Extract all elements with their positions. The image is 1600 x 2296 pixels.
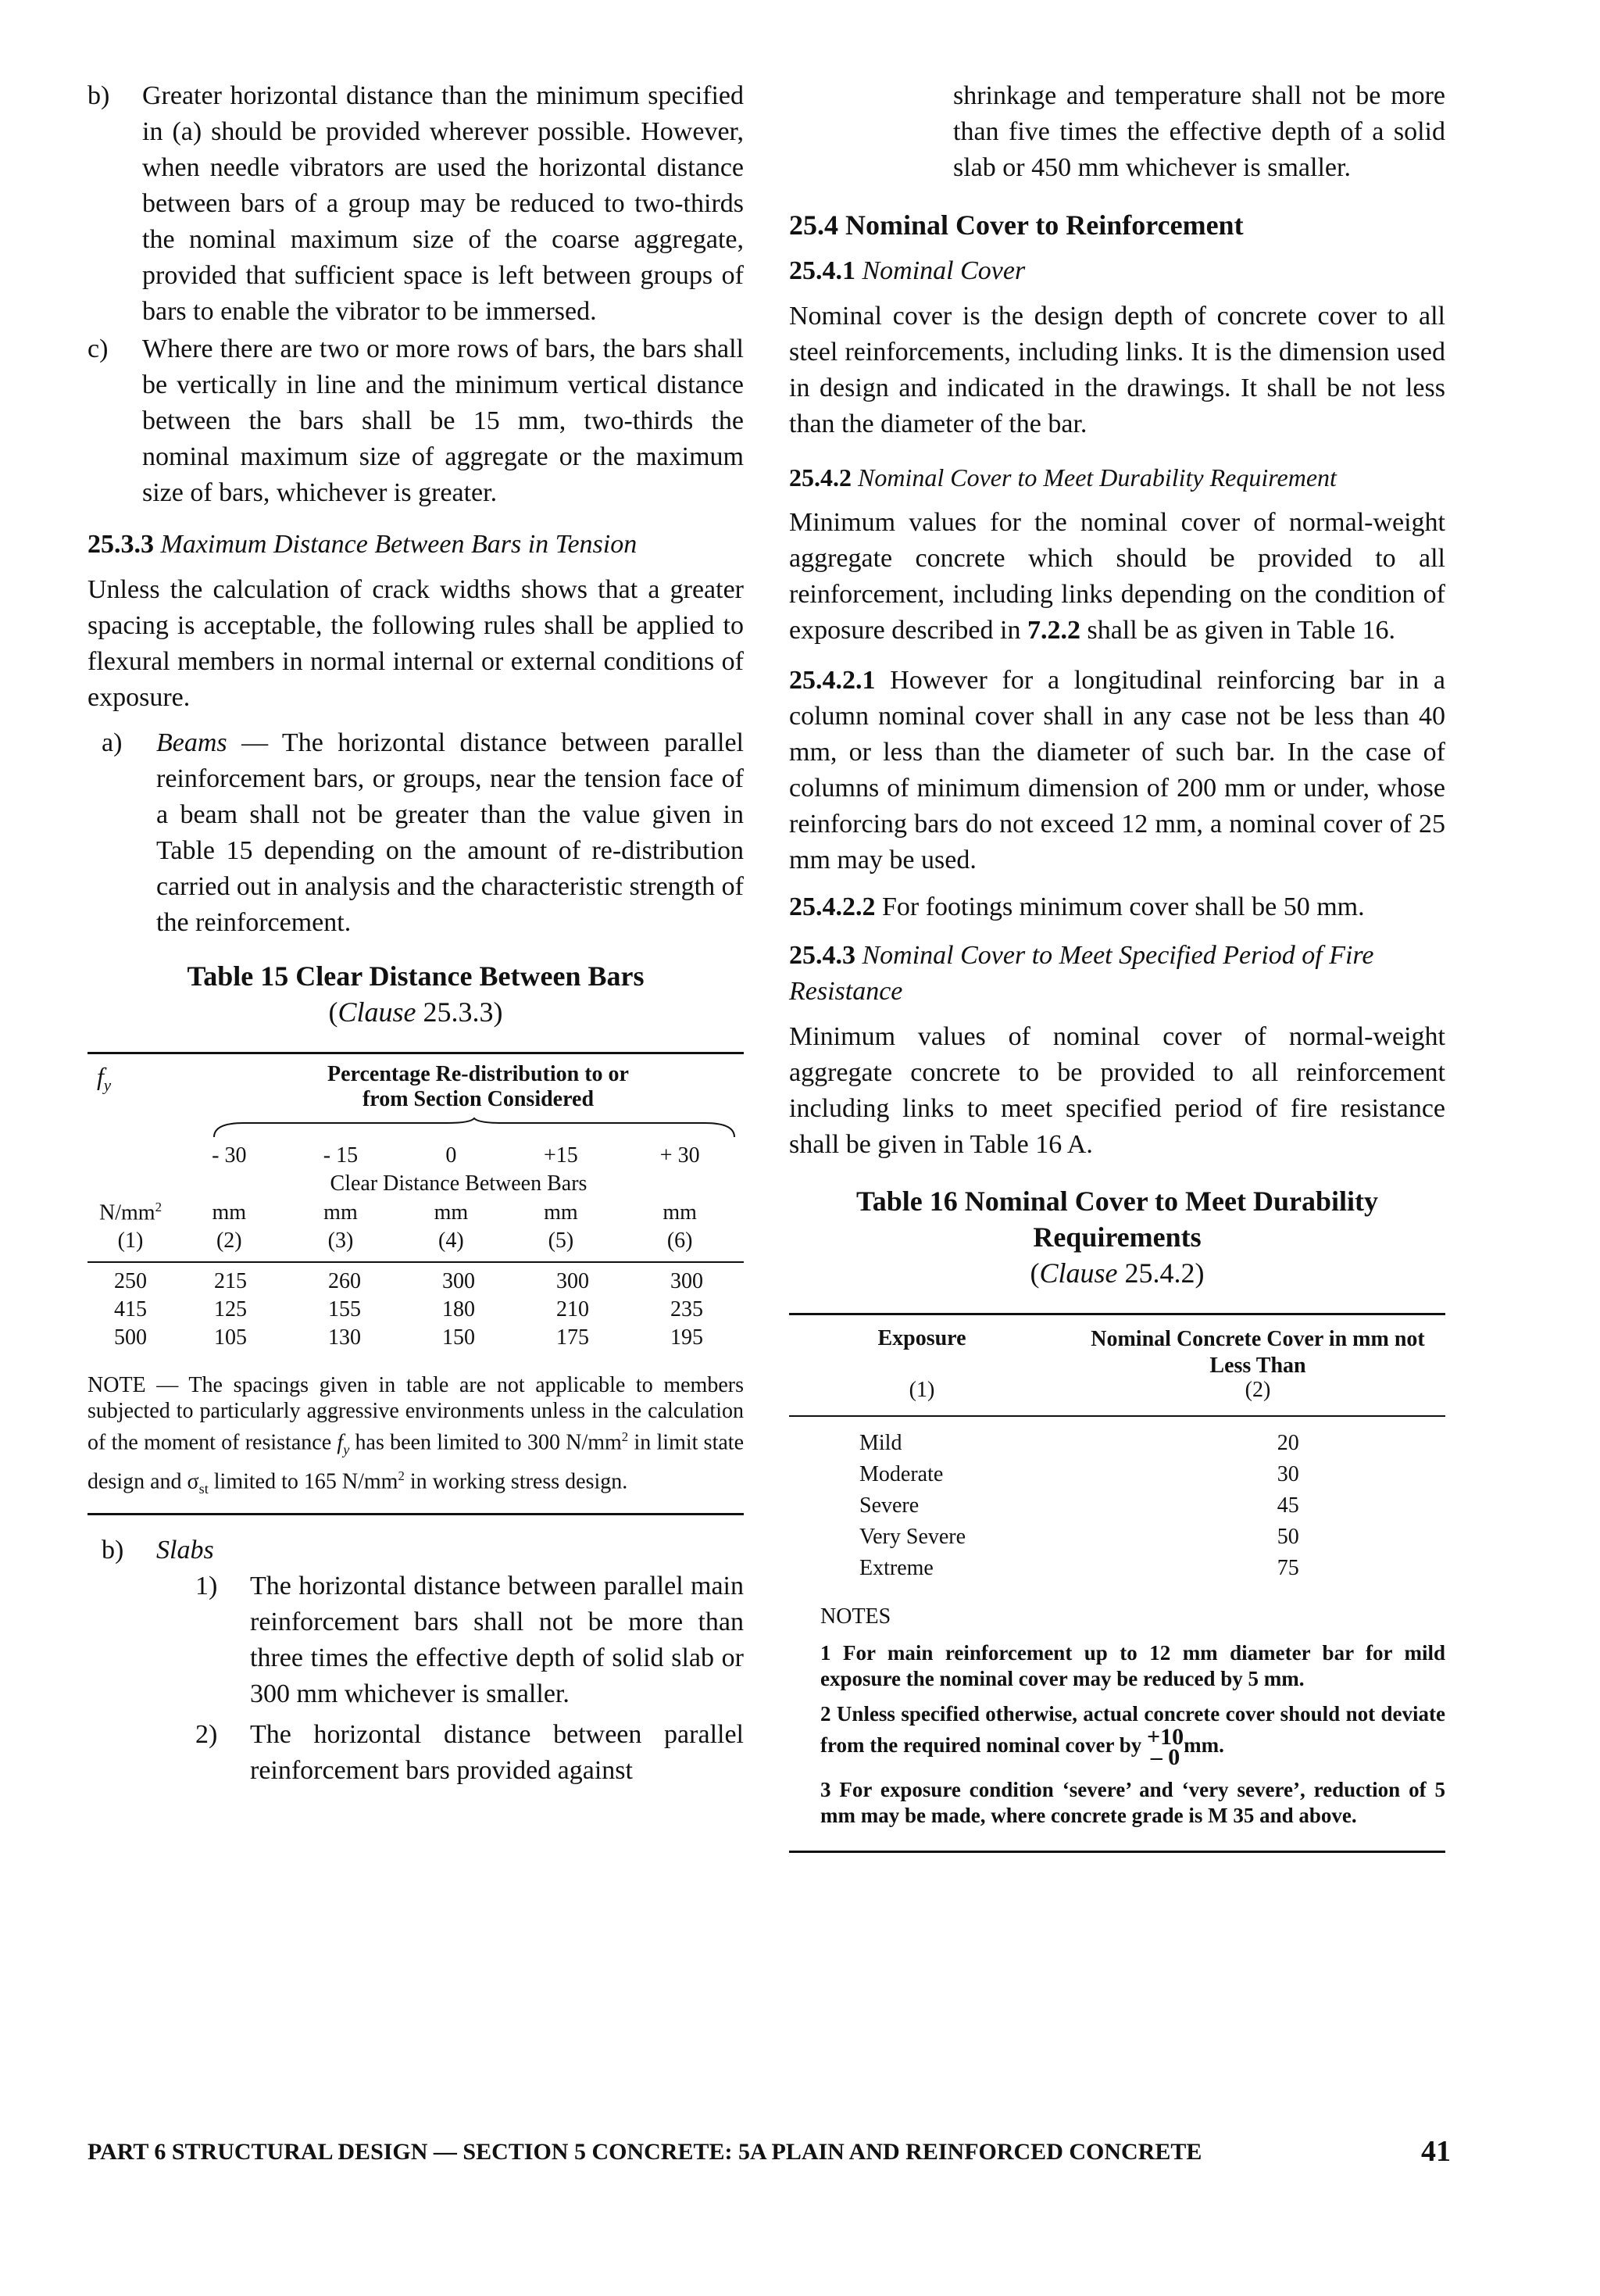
item-label: b) bbox=[102, 1536, 124, 1565]
note-3: 3 For exposure condition ‘severe’ and ‘very severe’, reduction of 5 mm may be made, where concrete grade is M 35 and above. bbox=[820, 1778, 1445, 1827]
table-row: 250 215 260 300 300 300 bbox=[114, 1269, 703, 1294]
sub-item-2: 2) The horizontal distance between parallel reinforcement bars provided against bbox=[195, 1720, 744, 1786]
list-item-beams bbox=[102, 725, 744, 941]
item-label: a) bbox=[102, 728, 123, 757]
tolerance-fraction: +10 – 0 bbox=[1147, 1724, 1184, 1770]
note-2: 2 Unless specified otherwise, actual concrete cover should not deviate from the required nominal cover by +10 – 0 mm. bbox=[820, 1702, 1445, 1770]
list-item-b bbox=[88, 78, 744, 330]
table-15-header bbox=[88, 1054, 744, 1142]
cover-header: Nominal Concrete Cover in mm not Less Than bbox=[1091, 1327, 1425, 1378]
table-bottom-rule bbox=[789, 1851, 1445, 1853]
table-15 bbox=[88, 1142, 744, 1255]
item-label: b) bbox=[88, 81, 110, 110]
unit-cell: $N/mm^2$ bbox=[99, 1200, 162, 1225]
list-item-slabs bbox=[102, 1532, 744, 1568]
table-row: - 30 - 15 0 +15 + 30 bbox=[212, 1143, 700, 1168]
sub-item-1: 1) The horizontal distance between parallel main reinforcement bars shall not be more than three times the effective depth of solid slab or 300 mm whichever is smaller. bbox=[195, 1572, 744, 1709]
table-row: Extreme 75 bbox=[859, 1556, 1299, 1580]
item-text: Beams — The horizontal distance between parallel reinforcement bars, or groups, near the tension face of a beam shall not be greater than the value given in Table 15 depending on the amount of re-distribution carried out in analysis and the characteristic strength of the reinforcement. bbox=[156, 728, 745, 937]
section-paragraph: Nominal cover is the design depth of concrete cover to all steel reinforcements, including links. It is the dimension used in design and indicated in the drawings. It shall be not less than the diameter of the bar. bbox=[789, 302, 1445, 438]
section-heading-25-4-3: 25.4.3 Nominal Cover to Meet Specified Period of Fire Resistance bbox=[789, 941, 1374, 1006]
table-divider bbox=[789, 1415, 1445, 1417]
left-column bbox=[88, 78, 744, 1789]
item-label: c) bbox=[88, 334, 109, 363]
table-row: Severe 45 bbox=[859, 1493, 1299, 1518]
section-paragraph: Minimum values of nominal cover of normal-weight aggregate concrete to be provided to all reinforcement including links to meet specified period of fire resistance shall be given in Table 16 A. bbox=[789, 1022, 1445, 1159]
table-row: Mild 20 bbox=[859, 1431, 1299, 1455]
table-row: Moderate 30 bbox=[859, 1462, 1299, 1486]
table-16-caption: Table 16 Nominal Cover to Meet Durability Requirements bbox=[856, 1186, 1378, 1253]
section-heading-25-4: 25.4 Nominal Cover to Reinforcement bbox=[789, 209, 1244, 241]
exposure-header: Exposure bbox=[877, 1326, 966, 1350]
section-heading-25-4-1: 25.4.1 Nominal Cover bbox=[789, 256, 1026, 285]
page-footer bbox=[88, 2135, 1451, 2168]
table-divider bbox=[88, 1261, 744, 1263]
table-16-header bbox=[789, 1315, 1445, 1409]
section-paragraph: Minimum values for the nominal cover of normal-weight aggregate concrete which should be provided to all reinforcement, including links depending on the condition of exposure described in 7.2.2 shall be as given in Table 16. bbox=[789, 508, 1445, 645]
fy-symbol: $f_y$ bbox=[97, 1062, 112, 1095]
table-15-body bbox=[88, 1268, 744, 1352]
item-text: Where there are two or more rows of bars, the bars shall be vertically in line and the minimum vertical distance between the bars shall be 15 mm, two-thirds the nominal maximum size of aggregate or the maximum size of bars, whichever is greater. bbox=[142, 334, 744, 507]
footer-text: PART 6 STRUCTURAL DESIGN — SECTION 5 CONCRETE: 5A PLAIN AND REINFORCED CONCRETE bbox=[88, 2139, 1202, 2165]
table-16-clause: (Clause 25.4.2) bbox=[1030, 1257, 1205, 1289]
section-paragraph-25-4-2-2: 25.4.2.2 For footings minimum cover shall be 50 mm. bbox=[789, 892, 1365, 921]
col-number: (1) bbox=[909, 1378, 935, 1402]
table-15-note: NOTE — The spacings given in table are not applicable to members subjected to particularly aggressive environments unless in the calculation of the moment of resistance $f_y$ has been limited to 300 $N/mm^2$ in limit state design and $\sigma_{st}$ limited to 165 $N/mm^2$ in working stress design. bbox=[88, 1373, 744, 1497]
item-title: Slabs bbox=[156, 1536, 214, 1565]
section-paragraph-25-4-2-1: 25.4.2.1 However for a longitudinal reinforcing bar in a column nominal cover shall in any case not be less than 40 mm, or less than the diameter of such bar. In the case of columns of minimum dimension of 200 mm or under, whose reinforcing bars do not exceed 12 mm, a nominal cover of 25 mm may be used. bbox=[789, 666, 1445, 874]
section-heading-25-3-3: 25.3.3 Maximum Distance Between Bars in Tension bbox=[88, 530, 638, 559]
table-bottom-rule bbox=[88, 1513, 744, 1515]
note-1: 1 For main reinforcement up to 12 mm diameter bar for mild exposure the nominal cover may be reduced by 5 mm. bbox=[820, 1641, 1445, 1690]
section-paragraph: Unless the calculation of crack widths shows that a greater spacing is acceptable, the following rules shall be applied to flexural members in normal internal or external conditions of exposure. bbox=[88, 575, 744, 712]
table-row: 415 125 155 180 210 235 bbox=[114, 1297, 703, 1322]
page-number: 41 bbox=[1421, 2135, 1451, 2168]
table-15-clause: (Clause 25.3.3) bbox=[328, 996, 503, 1028]
list-item-c bbox=[88, 331, 744, 511]
section-heading-25-4-2: 25.4.2 Nominal Cover to Meet Durability Requirement bbox=[789, 463, 1337, 492]
table-row bbox=[88, 1170, 744, 1198]
col-number: (2) bbox=[1245, 1378, 1271, 1402]
table-row: 500 105 130 150 175 195 bbox=[114, 1325, 703, 1350]
table-15-caption: Table 15 Clear Distance Between Bars bbox=[187, 960, 645, 992]
group-header: Percentage Re-distribution to or from Section Considered bbox=[327, 1062, 629, 1111]
clear-distance-label: Clear Distance Between Bars bbox=[330, 1171, 588, 1196]
item-text: Greater horizontal distance than the minimum specified in (a) should be provided wherever possible. However, when needle vibrators are used the horizontal distance between bars of a group may be reduced to two-thirds the nominal maximum size of the coarse aggregate, provided that sufficient space is left between groups of bars to enable the vibrator to be immersed. bbox=[142, 81, 744, 326]
table-row: $N/mm^2$ mm mm mm mm mm bbox=[88, 1198, 744, 1227]
table-row: (1) (2) (3) (4) (5) (6) bbox=[117, 1228, 693, 1254]
brace-icon bbox=[212, 1117, 736, 1140]
table-16-body bbox=[789, 1428, 1445, 1584]
continued-text: shrinkage and temperature shall not be more than five times the effective depth of a solid slab or 450 mm whichever is smaller. bbox=[953, 81, 1445, 182]
notes-title: NOTES bbox=[820, 1604, 891, 1629]
table-row: Very Severe 50 bbox=[859, 1525, 1299, 1549]
right-column bbox=[789, 78, 1445, 1853]
